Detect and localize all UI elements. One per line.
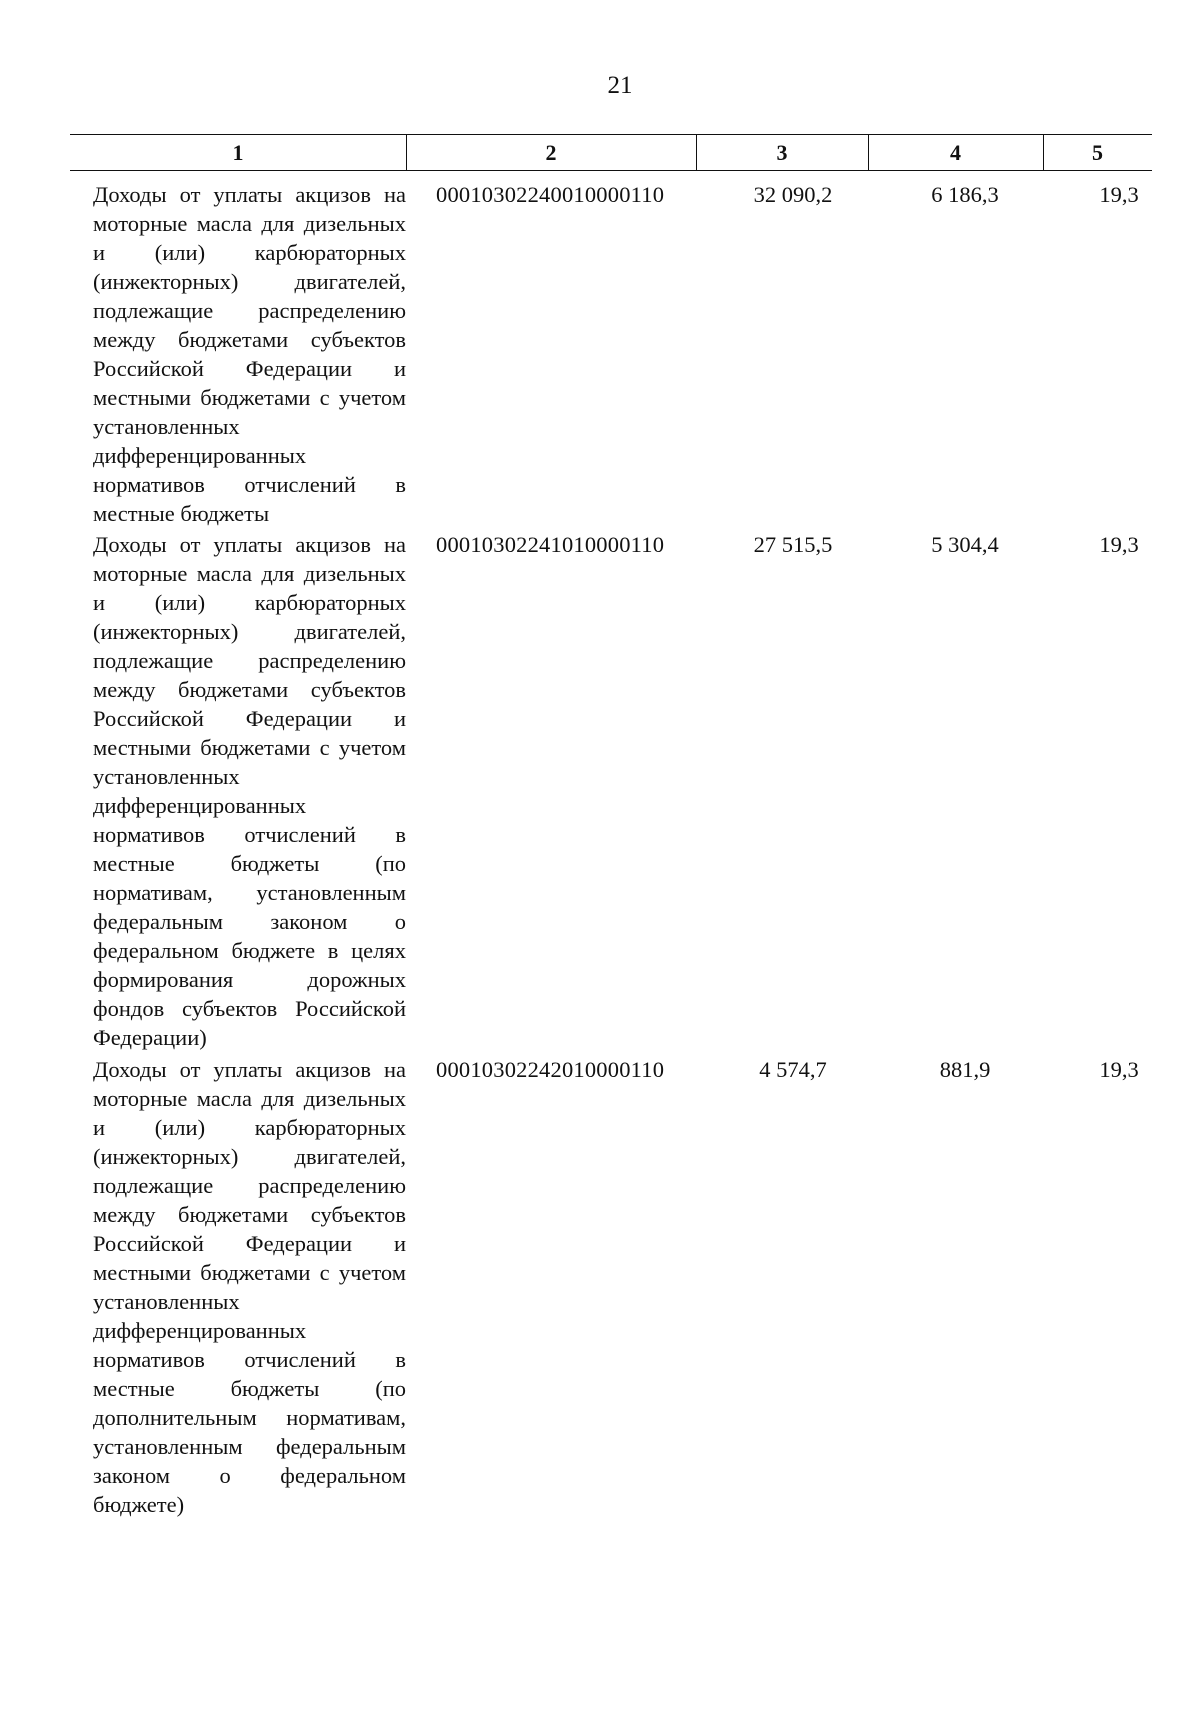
page-number: 21 bbox=[607, 72, 633, 99]
row-col5: 19,3 bbox=[1099, 182, 1139, 207]
row-col5: 19,3 bbox=[1099, 532, 1139, 557]
row-col3: 4 574,7 bbox=[759, 1057, 827, 1082]
row-col4: 5 304,4 bbox=[931, 532, 999, 557]
row-col4: 881,9 bbox=[939, 1057, 991, 1082]
row-code: 00010302240010000110 bbox=[436, 182, 665, 207]
row-description: Доходы от уплаты акцизов на моторные масла для дизельных и (или) карбюраторных (инжекторных) двигателей, подлежащие распределению между бюджетами субъектов Российской Федерации и местными бюджетами с учетом установленных дифференцированных нормативов отчислений в местные бюджеты (по нормативам, установленным федеральным законом о федеральном бюджете в целях формирования дорожных фондов субъектов Российской Федерации) bbox=[93, 532, 406, 1050]
row-col4: 6 186,3 bbox=[931, 182, 999, 207]
header-col-5: 5 bbox=[1092, 140, 1103, 165]
row-code: 00010302241010000110 bbox=[436, 532, 665, 557]
header-top-rule bbox=[70, 134, 1152, 135]
row-col3: 27 515,5 bbox=[753, 532, 833, 557]
row-col3: 32 090,2 bbox=[753, 182, 833, 207]
row-description: Доходы от уплаты акцизов на моторные масла для дизельных и (или) карбюраторных (инжекторных) двигателей, подлежащие распределению между бюджетами субъектов Российской Федерации и местными бюджетами с учетом установленных дифференцированных нормативов отчислений в местные бюджеты (по дополнительным нормативам, установленным федеральным законом о федеральном бюджете) bbox=[93, 1057, 406, 1517]
row-col5: 19,3 bbox=[1099, 1057, 1139, 1082]
row-code: 00010302242010000110 bbox=[436, 1057, 665, 1082]
header-col-2: 2 bbox=[545, 140, 557, 165]
header-col-4: 4 bbox=[950, 140, 961, 165]
row-description: Доходы от уплаты акцизов на моторные масла для дизельных и (или) карбюраторных (инжекторных) двигателей, подлежащие распределению между бюджетами субъектов Российской Федерации и местными бюджетами с учетом установленных дифференцированных нормативов отчислений в местные бюджеты bbox=[93, 182, 406, 526]
header-col-3: 3 bbox=[776, 140, 788, 165]
header-bottom-rule bbox=[70, 170, 1152, 171]
header-col-1: 1 bbox=[232, 140, 244, 165]
